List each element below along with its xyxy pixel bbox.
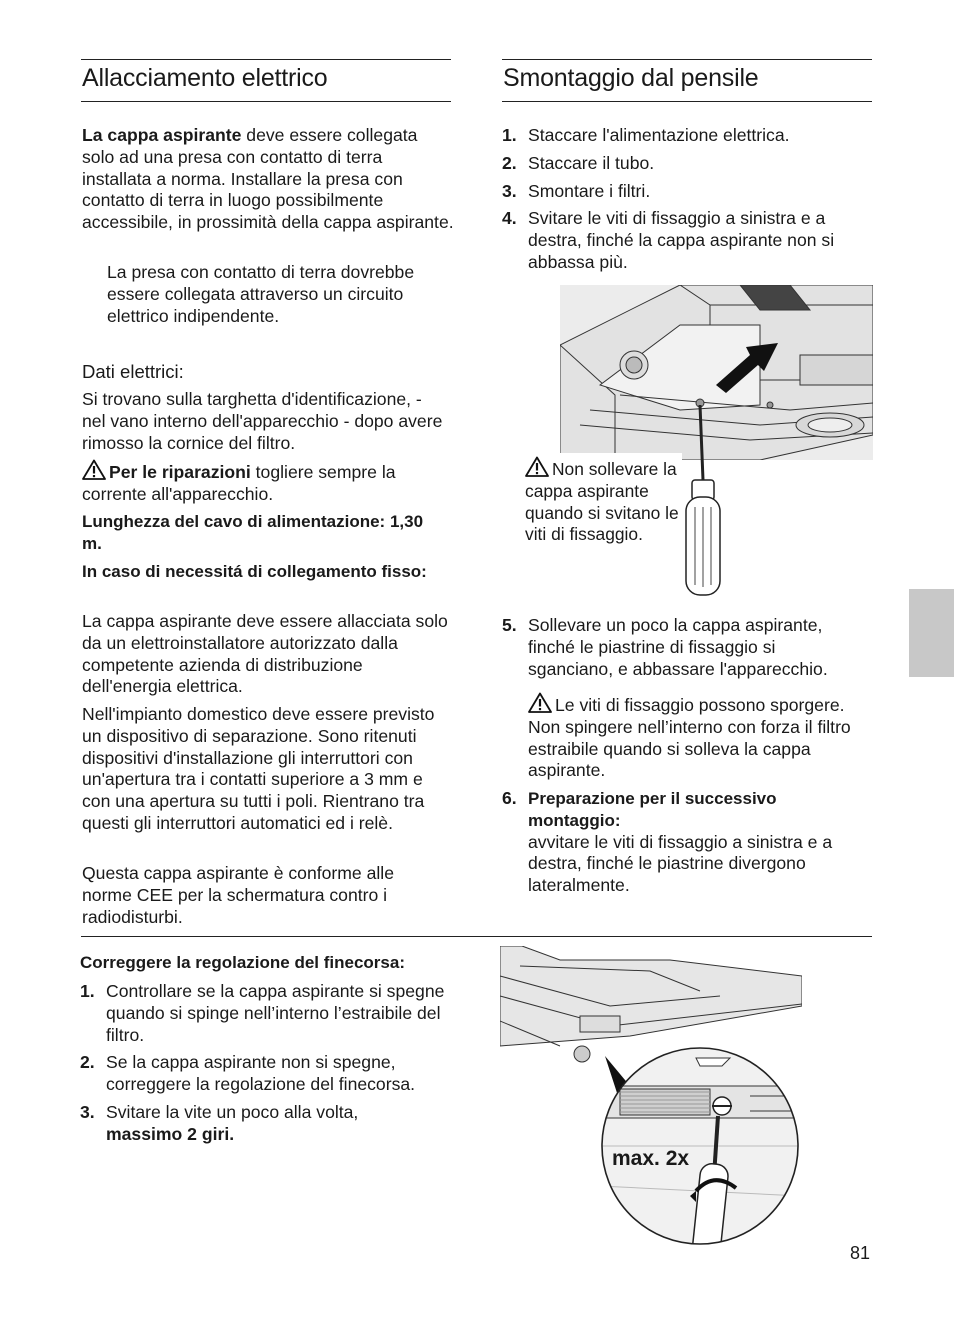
dati-heading: Dati elettrici: [82,361,184,382]
list-item: 3. Svitare la vite un poco alla volta, massimo 2 giri. [80,1101,359,1144]
step-5-warning: Le viti di fissaggio possono sporgere. Non spingere nell’interno con forza il filtro estraibile quando si solleva la cappa aspirante. [528,692,866,782]
left-note: La presa con contatto di terra dovrebbe essere collegata attraverso un circuito elettrico indipendente. [107,262,415,326]
hood-illustration [560,285,873,600]
warning-icon [82,459,106,480]
removal-steps [502,125,864,274]
impianto-text: Nell'impianto domestico deve essere previsto un dispositivo di separazione. Sono ritenuti dispositivi d'installazione gli interruttori con un'apertura tra i contatti superiore a 3 mm e con una apertura su tutti i poli. Rientrano tra questi gli interruttori automatici ed i relè. [82,704,435,833]
repair-warning [82,459,450,506]
bottom-section-rule [81,936,872,937]
list-item: 4. Svitare le viti di fissaggio a sinistra e a destra, finché la cappa aspirante non si abbassa più. [502,208,835,272]
list-item: 2. Staccare il tubo. [502,152,655,173]
step-6: 6. Preparazione per il successivo montaggio: avvitare le viti di fissaggio a sinistra e a destra, finché le piastrine divergono lateralmente. [502,788,833,896]
finecorsa-illustration [500,946,802,1250]
fisso-heading: In caso di necessitá di collegamento fisso: [82,562,427,581]
list-item: 2. Se la cappa aspirante non si spegne, correggere la regolazione del finecorsa. [80,1052,416,1095]
left-title-rule-bottom [81,101,451,102]
cavo-heading: Lunghezza del cavo di alimentazione: 1,30 m. [82,512,424,553]
section-tab [909,589,954,677]
right-title-rule-bottom [502,101,872,102]
warn-rest: togliere sempre la corrente all'apparecchio. [82,462,396,504]
list-item: 1. Controllare se la cappa aspirante si spegne quando si spinge nell’interno l’estraibile del filtro. [80,981,445,1045]
finecorsa-heading: Correggere la regolazione del finecorsa: [80,953,405,972]
list-item: 1. Staccare l'alimentazione elettrica. [502,125,790,145]
warning-icon [528,692,552,713]
intro-bold: La cappa aspirante [82,125,242,145]
dati-text: Si trovano sulla targhetta d'identificazione, - nel vano interno dell'apparecchio - dopo avere rimosso la cornice del filtro. [82,389,443,453]
finecorsa-steps [80,981,452,1146]
warning-icon [525,456,549,477]
left-title: Allacciamento elettrico [82,64,328,92]
left-title-rule-top [81,59,451,60]
step-5: 5. Sollevare un poco la cappa aspirante, finché le piastrine di fissaggio si sganciano, e abbassare l'apparecchio. [502,615,828,679]
figure-caption: Non sollevare la cappa aspirante quando si svitano le viti di fissaggio. [525,456,687,546]
page-number: 81 [850,1243,871,1263]
right-title-rule-top [502,59,872,60]
cee-text: Questa cappa aspirante è conforme alle norme CEE per la schermatura contro i radiodisturbi. [82,863,394,927]
warn-bold: Per le riparazioni [109,462,251,482]
right-title: Smontaggio dal pensile [503,64,759,92]
intro-rest: deve essere collegata solo ad una presa con contatto di terra installata a norma. Installare la presa con contatto di terra in luogo possibilmente accessibile, in prossimità della cappa aspirante. [82,125,454,233]
max-turns-label: max. 2x [612,1147,690,1170]
list-item: 3. Smontare i filtri. [502,180,651,201]
left-intro [82,125,454,234]
fisso-text: La cappa aspirante deve essere allacciata solo da un elettroinstallatore autorizzato dalla competente azienda di distribuzione dell'energia elettrica. [82,611,448,697]
